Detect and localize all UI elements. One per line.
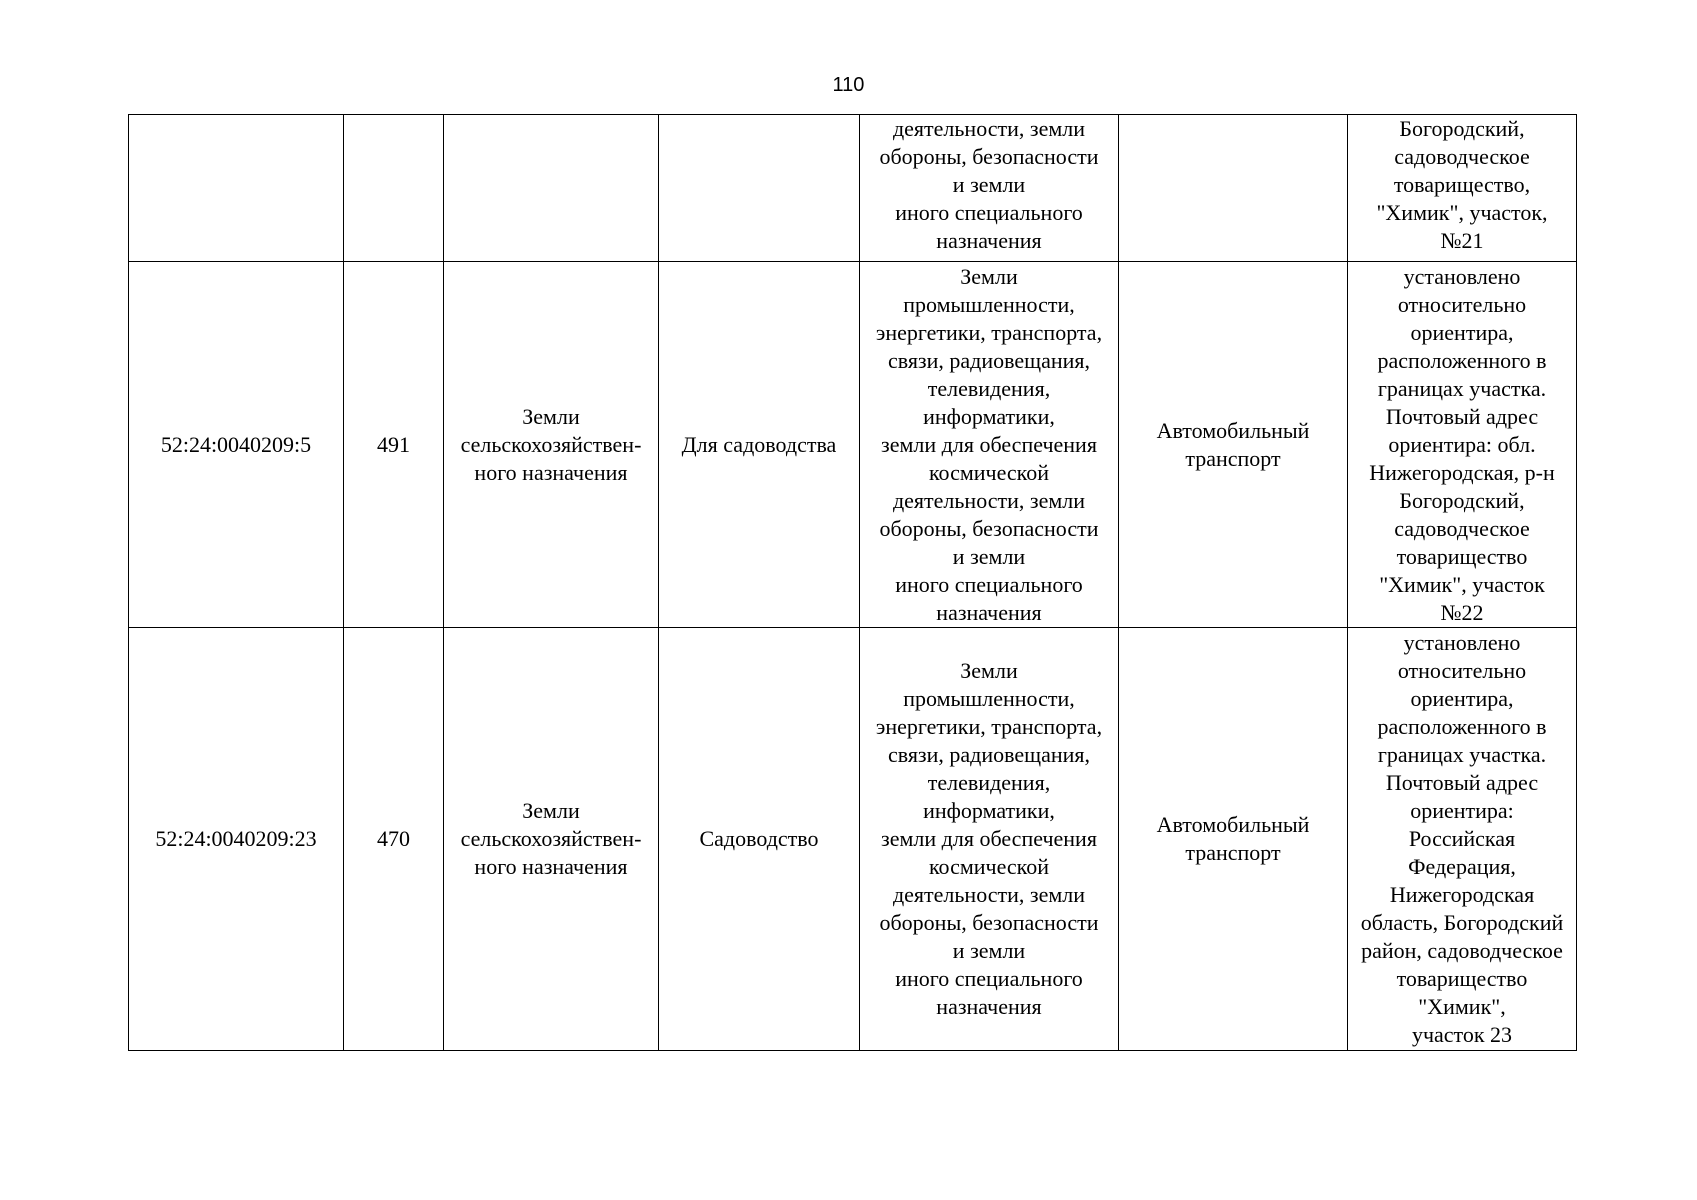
area-cell [344,115,444,262]
table-row [129,115,1577,262]
area-cell: 470 [344,628,444,1051]
lands-description-cell: Земли промышленности, энергетики, транспорта, связи, радиовещания, телевидения, информатики, земли для обеспечения космической деятельности, земли обороны, безопасности и земли иного специального назначения [860,262,1119,628]
transport-cell: Автомобильный транспорт [1119,262,1348,628]
transport-cell [1119,115,1348,262]
cadastral-number-cell: 52:24:0040209:23 [129,628,344,1051]
permitted-use-cell [659,115,860,262]
address-cell: установлено относительно ориентира, расположенного в границах участка. Почтовый адрес ориентира: Российская Федерация, Нижегородская область, Богородский район, садоводческое товарищество "Химик", участок 23 [1348,628,1577,1051]
address-cell: Богородский, садоводческое товарищество, "Химик", участок, №21 [1348,115,1577,262]
lands-description-cell: Земли промышленности, энергетики, транспорта, связи, радиовещания, телевидения, информатики, земли для обеспечения космической деятельности, земли обороны, безопасности и земли иного специального назначения [860,628,1119,1051]
table-row [129,262,1577,628]
cadastral-number-cell [129,115,344,262]
land-category-cell: Земли сельскохозяйствен- ного назначения [444,628,659,1051]
permitted-use-cell: Для садоводства [659,262,860,628]
address-cell: установлено относительно ориентира, расположенного в границах участка. Почтовый адрес ориентира: обл. Нижегородская, р-н Богородский, садоводческое товарищество "Химик", участок №22 [1348,262,1577,628]
cadastral-number-cell: 52:24:0040209:5 [129,262,344,628]
area-cell: 491 [344,262,444,628]
permitted-use-cell: Садоводство [659,628,860,1051]
transport-cell: Автомобильный транспорт [1119,628,1348,1051]
page-number: 110 [832,74,865,96]
land-category-cell: Земли сельскохозяйствен- ного назначения [444,262,659,628]
lands-description-cell: деятельности, земли обороны, безопасности и земли иного специального назначения [860,115,1119,262]
table-row [129,628,1577,1051]
land-plots-table [128,114,1577,1051]
land-category-cell [444,115,659,262]
